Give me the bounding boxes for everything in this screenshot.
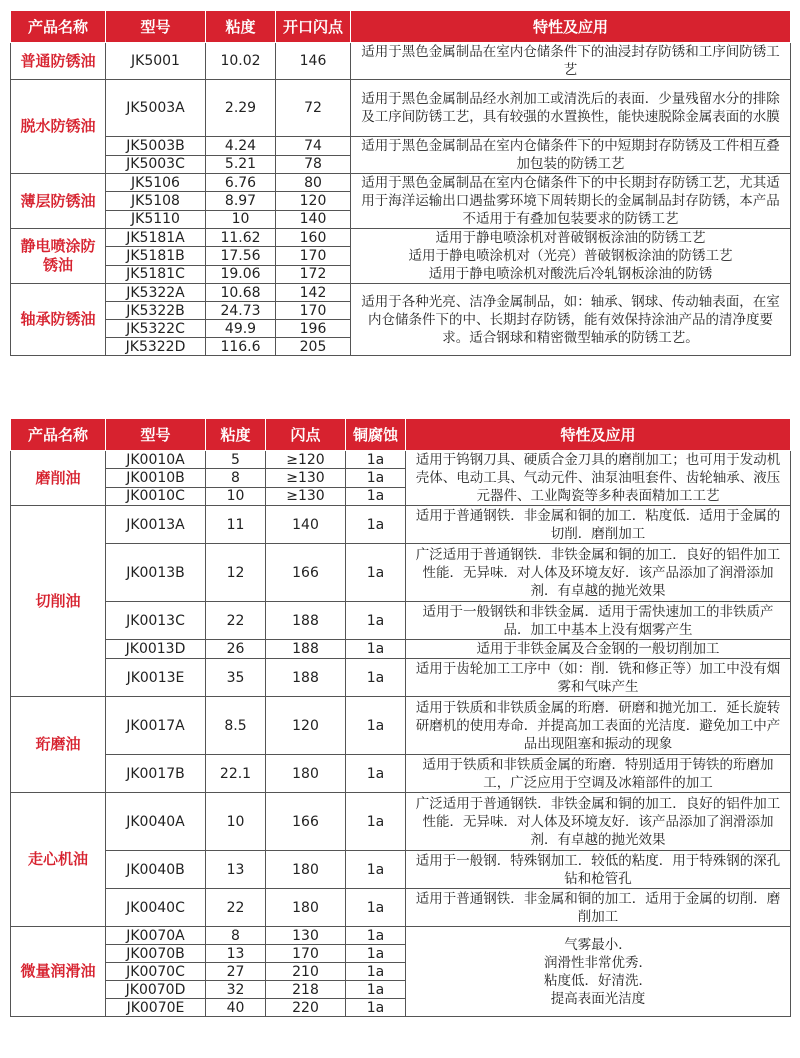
viscosity-cell: 26 (206, 640, 266, 659)
model-cell: JK0013B (106, 544, 206, 602)
header-model: 型号 (106, 419, 206, 451)
copper-corrosion-cell: 1a (346, 544, 406, 602)
model-cell: JK0013E (106, 659, 206, 697)
model-cell: JK5322A (106, 284, 206, 302)
table-header-row (11, 419, 791, 451)
copper-corrosion-cell: 1a (346, 981, 406, 999)
properties-cell: 适用于普通钢铁．非金属和铜的加工．适用于金属的切削．磨削加工 (406, 889, 791, 927)
properties-cell: 适用于一般钢铁和非铁金属．适用于需快速加工的非铁质产品．加工中基本上没有烟雾产生 (406, 602, 791, 640)
product-name-cell: 微量润滑油 (11, 927, 106, 1017)
model-cell: JK5322B (106, 302, 206, 320)
header-model: 型号 (106, 11, 206, 43)
copper-corrosion-cell: 1a (346, 487, 406, 505)
model-cell: JK5322C (106, 320, 206, 338)
copper-corrosion-cell: 1a (346, 602, 406, 640)
viscosity-cell: 32 (206, 981, 266, 999)
model-cell: JK0017A (106, 697, 206, 755)
table-row (11, 755, 791, 793)
table-row (11, 174, 791, 192)
model-cell: JK0013A (106, 506, 206, 544)
viscosity-cell: 22 (206, 889, 266, 927)
product-name-cell: 普通防锈油 (11, 43, 106, 80)
viscosity-cell: 8 (206, 927, 266, 945)
model-cell: JK5001 (106, 43, 206, 80)
copper-corrosion-cell: 1a (346, 963, 406, 981)
table-row (11, 927, 791, 945)
model-cell: JK0070E (106, 999, 206, 1017)
flash-point-cell: 142 (276, 284, 351, 302)
product-name-cell: 轴承防锈油 (11, 284, 106, 356)
viscosity-cell: 27 (206, 963, 266, 981)
copper-corrosion-cell: 1a (346, 640, 406, 659)
flash-point-cell: 188 (266, 602, 346, 640)
flash-point-cell: 188 (266, 640, 346, 659)
model-cell: JK0040A (106, 793, 206, 851)
flash-point-cell: 166 (266, 544, 346, 602)
model-cell: JK5181C (106, 265, 206, 283)
viscosity-cell: 10 (206, 793, 266, 851)
table-row (11, 602, 791, 640)
flash-point-cell: 188 (266, 659, 346, 697)
header-copper-corrosion: 铜腐蚀 (346, 419, 406, 451)
viscosity-cell: 22 (206, 602, 266, 640)
viscosity-cell: 10 (206, 210, 276, 228)
table-row (11, 851, 791, 889)
flash-point-cell: 80 (276, 174, 351, 192)
model-cell: JK5003C (106, 155, 206, 174)
copper-corrosion-cell: 1a (346, 851, 406, 889)
flash-point-cell: 72 (276, 80, 351, 137)
flash-point-cell: 120 (266, 697, 346, 755)
properties-cell: 适用于黑色金属制品在室内仓储条件下的中短期封存防锈及工件相互叠加包装的防锈工艺 (351, 137, 791, 174)
flash-point-cell: 210 (266, 963, 346, 981)
model-cell: JK5106 (106, 174, 206, 192)
flash-point-cell: 74 (276, 137, 351, 156)
model-cell: JK0013D (106, 640, 206, 659)
product-name-cell: 磨削油 (11, 451, 106, 506)
properties-cell: 适用于黑色金属制品在室内仓储条件下的中长期封存防锈工艺，尤其适用于海洋运输出口遇盐雾环境下周转期长的金属制品封存防锈，本产品不适用于有叠加包装要求的防锈工艺 (351, 174, 791, 229)
rust-preventive-oil-table (10, 10, 791, 356)
viscosity-cell: 11 (206, 506, 266, 544)
properties-cell: 适用于普通钢铁．非金属和铜的加工．粘度低．适用于金属的切削．磨削加工 (406, 506, 791, 544)
header-viscosity: 粘度 (206, 419, 266, 451)
header-viscosity: 粘度 (206, 11, 276, 43)
table-row (11, 137, 791, 156)
copper-corrosion-cell: 1a (346, 999, 406, 1017)
copper-corrosion-cell: 1a (346, 506, 406, 544)
viscosity-cell: 13 (206, 945, 266, 963)
viscosity-cell: 5.21 (206, 155, 276, 174)
flash-point-cell: ≥120 (266, 451, 346, 469)
properties-cell: 气雾最小． 润滑性非常优秀． 粘度低．好清洗． 提高表面光洁度 (406, 927, 791, 1017)
table-header-row (11, 11, 791, 43)
header-properties: 特性及应用 (351, 11, 791, 43)
model-cell: JK0070B (106, 945, 206, 963)
model-cell: JK0010B (106, 469, 206, 487)
flash-point-cell: 170 (276, 247, 351, 265)
model-cell: JK5110 (106, 210, 206, 228)
flash-point-cell: 170 (276, 302, 351, 320)
model-cell: JK5181A (106, 229, 206, 247)
copper-corrosion-cell: 1a (346, 697, 406, 755)
viscosity-cell: 40 (206, 999, 266, 1017)
header-product-name: 产品名称 (11, 11, 106, 43)
copper-corrosion-cell: 1a (346, 659, 406, 697)
viscosity-cell: 8.97 (206, 192, 276, 210)
viscosity-cell: 8.5 (206, 697, 266, 755)
table-row (11, 80, 791, 137)
model-cell: JK5108 (106, 192, 206, 210)
properties-cell: 适用于静电喷涂机对普破钢板涂油的防锈工艺 适用于静电喷涂机对（光亮）普破钢板涂油的防锈工艺 适用于静电喷涂机对酸洗后冷轧钢板涂油的防锈 (351, 229, 791, 284)
viscosity-cell: 10.68 (206, 284, 276, 302)
flash-point-cell: 170 (266, 945, 346, 963)
flash-point-cell: 196 (276, 320, 351, 338)
product-name-cell: 静电喷涂防锈油 (11, 229, 106, 284)
viscosity-cell: 8 (206, 469, 266, 487)
properties-cell: 适用于黑色金属制品经水剂加工或清洗后的表面．少量残留水分的排除及工序间防锈工艺，具有较强的水置换性，能快速脱除金属表面的水膜 (351, 80, 791, 137)
product-name-cell: 切削油 (11, 506, 106, 697)
model-cell: JK0017B (106, 755, 206, 793)
table-row (11, 793, 791, 851)
model-cell: JK0013C (106, 602, 206, 640)
model-cell: JK5322D (106, 338, 206, 356)
product-name-cell: 走心机油 (11, 793, 106, 927)
properties-cell: 广泛适用于普通钢铁．非铁金属和铜的加工．良好的铝件加工性能．无异味．对人体及环境友好．该产品添加了润滑添加剂．有卓越的抛光效果 (406, 793, 791, 851)
model-cell: JK0070C (106, 963, 206, 981)
flash-point-cell: 78 (276, 155, 351, 174)
properties-cell: 适用于齿轮加工工序中（如：削．铣和修正等）加工中没有烟雾和气味产生 (406, 659, 791, 697)
flash-point-cell: 140 (276, 210, 351, 228)
header-properties: 特性及应用 (406, 419, 791, 451)
flash-point-cell: ≥130 (266, 469, 346, 487)
copper-corrosion-cell: 1a (346, 755, 406, 793)
properties-cell: 适用于铁质和非铁质金属的珩磨．研磨和抛光加工．延长旋转研磨机的使用寿命．并提高加工表面的光洁度．避免加工中产品出现阻塞和振动的现象 (406, 697, 791, 755)
table-row (11, 229, 791, 247)
flash-point-cell: 140 (266, 506, 346, 544)
cutting-oil-table (10, 418, 791, 1017)
viscosity-cell: 6.76 (206, 174, 276, 192)
viscosity-cell: 49.9 (206, 320, 276, 338)
properties-cell: 适用于非铁金属及合金钢的一般切削加工 (406, 640, 791, 659)
copper-corrosion-cell: 1a (346, 945, 406, 963)
viscosity-cell: 13 (206, 851, 266, 889)
product-name-cell: 脱水防锈油 (11, 80, 106, 174)
viscosity-cell: 12 (206, 544, 266, 602)
flash-point-cell: 120 (276, 192, 351, 210)
table-row (11, 43, 791, 80)
flash-point-cell: 205 (276, 338, 351, 356)
model-cell: JK0010A (106, 451, 206, 469)
copper-corrosion-cell: 1a (346, 889, 406, 927)
header-open-flash-point: 开口闪点 (276, 11, 351, 43)
viscosity-cell: 17.56 (206, 247, 276, 265)
model-cell: JK5003B (106, 137, 206, 156)
flash-point-cell: 146 (276, 43, 351, 80)
model-cell: JK0070D (106, 981, 206, 999)
viscosity-cell: 35 (206, 659, 266, 697)
model-cell: JK0040B (106, 851, 206, 889)
table-row (11, 544, 791, 602)
flash-point-cell: 130 (266, 927, 346, 945)
viscosity-cell: 4.24 (206, 137, 276, 156)
table-row (11, 697, 791, 755)
flash-point-cell: 160 (276, 229, 351, 247)
model-cell: JK0070A (106, 927, 206, 945)
model-cell: JK0010C (106, 487, 206, 505)
viscosity-cell: 10.02 (206, 43, 276, 80)
flash-point-cell: 166 (266, 793, 346, 851)
viscosity-cell: 5 (206, 451, 266, 469)
properties-cell: 适用于钨钢刀具、硬质合金刀具的磨削加工；也可用于发动机壳体、电动工具、气动元件、油泵油咀套件、齿轮轴承、液压元器件、工业陶瓷等多种表面精加工工艺 (406, 451, 791, 506)
viscosity-cell: 24.73 (206, 302, 276, 320)
copper-corrosion-cell: 1a (346, 451, 406, 469)
viscosity-cell: 2.29 (206, 80, 276, 137)
viscosity-cell: 116.6 (206, 338, 276, 356)
product-name-cell: 珩磨油 (11, 697, 106, 793)
model-cell: JK5003A (106, 80, 206, 137)
properties-cell: 适用于铁质和非铁质金属的珩磨．特别适用于铸铁的珩磨加工，广泛应用于空调及冰箱部件的加工 (406, 755, 791, 793)
copper-corrosion-cell: 1a (346, 793, 406, 851)
flash-point-cell: ≥130 (266, 487, 346, 505)
flash-point-cell: 180 (266, 851, 346, 889)
table-row (11, 284, 791, 302)
model-cell: JK0040C (106, 889, 206, 927)
product-name-cell: 薄层防锈油 (11, 174, 106, 229)
viscosity-cell: 10 (206, 487, 266, 505)
properties-cell: 适用于各种光亮、洁净金属制品，如：轴承、钢球、传动轴表面，在室内仓储条件下的中、长期封存防锈，能有效保持涂油产品的清净度要求。适合钢球和精密微型轴承的防锈工艺。 (351, 284, 791, 356)
properties-cell: 适用于一般钢．特殊钢加工．较低的粘度．用于特殊钢的深孔钻和枪管孔 (406, 851, 791, 889)
table-row (11, 640, 791, 659)
flash-point-cell: 220 (266, 999, 346, 1017)
flash-point-cell: 218 (266, 981, 346, 999)
header-flash-point: 闪点 (266, 419, 346, 451)
table-row (11, 889, 791, 927)
table-row (11, 451, 791, 469)
flash-point-cell: 180 (266, 755, 346, 793)
header-product-name: 产品名称 (11, 419, 106, 451)
viscosity-cell: 22.1 (206, 755, 266, 793)
flash-point-cell: 172 (276, 265, 351, 283)
table-row (11, 659, 791, 697)
model-cell: JK5181B (106, 247, 206, 265)
table-row (11, 506, 791, 544)
flash-point-cell: 180 (266, 889, 346, 927)
viscosity-cell: 19.06 (206, 265, 276, 283)
viscosity-cell: 11.62 (206, 229, 276, 247)
properties-cell: 适用于黑色金属制品在室内仓储条件下的油浸封存防锈和工序间防锈工艺 (351, 43, 791, 80)
properties-cell: 广泛适用于普通钢铁．非铁金属和铜的加工．良好的铝件加工性能．无异味．对人体及环境友好．该产品添加了润滑添加剂．有卓越的抛光效果 (406, 544, 791, 602)
copper-corrosion-cell: 1a (346, 469, 406, 487)
copper-corrosion-cell: 1a (346, 927, 406, 945)
